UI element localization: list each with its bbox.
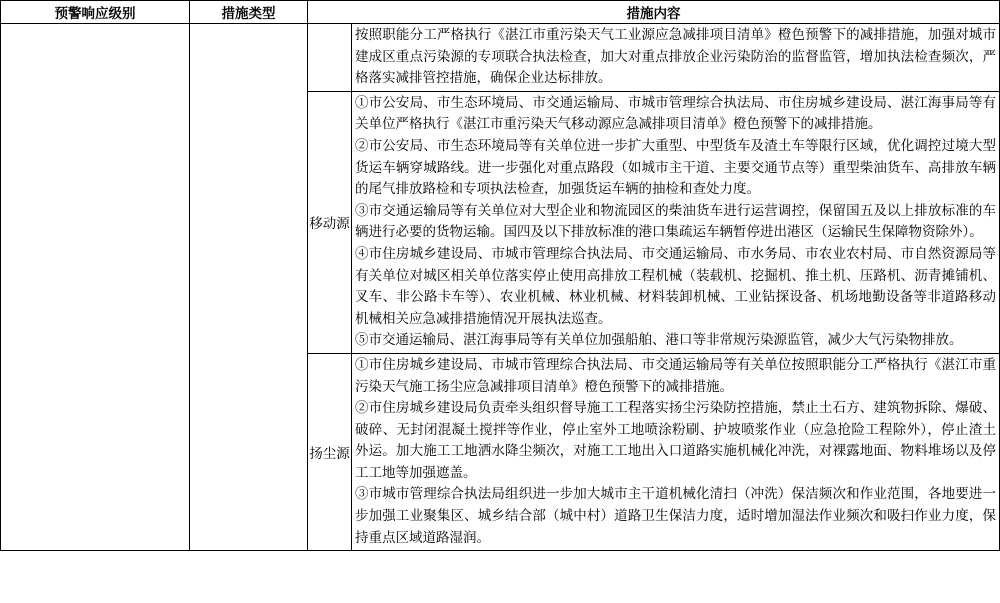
table-row	[1, 24, 1000, 92]
category-cell-mobile: 移动源	[308, 91, 352, 353]
header-content: 措施内容	[308, 1, 1000, 24]
measure-item: ⑤市交通运输局、湛江海事局等有关单位加强船舶、港口等非常规污染源监管，减少大气污染物排放。	[355, 332, 963, 349]
measure-item: 按照职能分工严格执行《湛江市重污染天气工业源应急减排项目清单》橙色预警下的减排措施，加强对城市建成区重点污染源的专项联合执法检查，加大对重点排放企业污染防治的监督监管，增加执法检查频次，严格落实减排管控措施，确保企业达标排放。	[355, 27, 996, 87]
measure-item: ②市住房城乡建设局负责牵头组织督导施工工程落实扬尘污染防控措施，禁止土石方、建筑物拆除、爆破、破碎、无封闭混凝土搅拌等作业，停止室外工地喷涂粉刷、护坡喷浆作业（应急抢险工程除外），停止渣土外运。加大施工工地洒水降尘频次，对施工工地出入口道路实施机械化冲洗，对裸露地面、物料堆场以及停工工地等加强遮盖。	[355, 400, 996, 481]
category-cell-dust: 扬尘源	[308, 353, 352, 550]
measure-item: ④市住房城乡建设局、市城市管理综合执法局、市交通运输局、市水务局、市农业农村局、市自然资源局等有关单位对城区相关单位落实停止使用高排放工程机械（装载机、挖掘机、推土机、压路机、沥青摊铺机、叉车、非公路卡车等）、农业机械、林业机械、材料装卸机械、工业钻探设备、机场地勤设备等非道路移动机械相关应急减排措施情况开展执法巡查。	[355, 245, 996, 327]
measure-item: ①市公安局、市生态环境局、市交通运输局、市城市管理综合执法局、市住房城乡建设局、湛江海事局等有关单位严格执行《湛江市重污染天气移动源应急减排项目清单》橙色预警下的减排措施。	[355, 94, 996, 133]
measure-item: ①市住房城乡建设局、市城市管理综合执法局、市交通运输局等有关单位按照职能分工严格执行《湛江市重污染天气施工扬尘应急减排项目清单》橙色预警下的减排措施。	[355, 356, 996, 395]
category-cell	[308, 24, 352, 92]
measure-item: ③市交通运输局等有关单位对大型企业和物流园区的柴油货车进行运营调控，保留国五及以上排放标准的车辆进行必要的货物运输。国四及以下排放标准的港口集疏运车辆暂停进出港区（运输民生保障物资除外）。	[355, 202, 996, 241]
measure-content	[352, 24, 1000, 92]
measure-item: ②市公安局、市生态环境局等有关单位进一步扩大重型、中型货车及渣土车等限行区域，优化调控过境大型货运车辆穿城路线。进一步强化对重点路段（如城市主干道、主要交通节点等）重型柴油货车、高排放车辆的尾气排放路检和专项执法检查，加强货运车辆的抽检和查处力度。	[355, 137, 996, 198]
header-row	[1, 1, 1000, 24]
header-type: 措施类型	[190, 1, 308, 24]
measure-item: ③市城市管理综合执法局组织进一步加大城市主干道机械化清扫（冲洗）保洁频次和作业范围，各地要进一步加强工业聚集区、城乡结合部（城中村）道路卫生保洁力度，适时增加湿法作业频次和吸扫作业力度，保持重点区域道路湿润。	[355, 486, 996, 546]
level-cell	[1, 24, 190, 551]
measure-content	[352, 353, 1000, 550]
type-cell	[190, 24, 308, 551]
measure-content	[352, 91, 1000, 353]
header-level: 预警响应级别	[1, 1, 190, 24]
